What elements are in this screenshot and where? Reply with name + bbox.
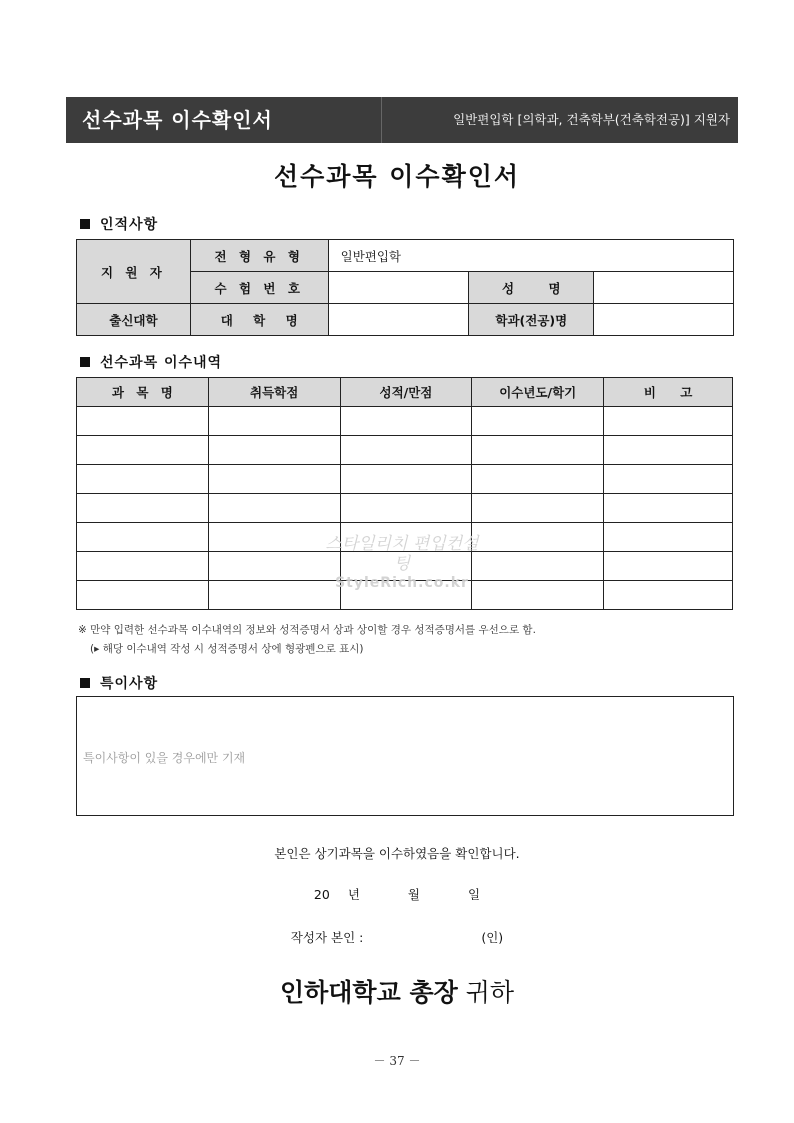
column-header-remarks: 비 고	[604, 378, 733, 407]
year-semester-cell[interactable]	[472, 407, 604, 436]
admission-type-value: 일반편입학	[328, 240, 733, 272]
exam-number-field[interactable]	[328, 272, 469, 304]
table-row	[77, 494, 733, 523]
credits-cell[interactable]	[208, 407, 340, 436]
credits-cell[interactable]	[208, 552, 340, 581]
courses-header-row	[77, 378, 733, 407]
remarks-textarea[interactable]	[76, 696, 734, 816]
department-field[interactable]	[594, 304, 734, 336]
applicant-label: 지 원 자	[77, 240, 191, 304]
closing-main: 인하대학교 총장	[279, 978, 458, 1007]
header-applicant-type: 일반편입학 [의학과, 건축학부(건축학전공)] 지원자	[453, 112, 730, 127]
section-personal-heading	[80, 214, 158, 234]
name-label: 성 명	[469, 272, 594, 304]
department-label: 학과(전공)명	[469, 304, 594, 336]
section-remarks-heading	[80, 673, 158, 693]
watermark-line2: StyleRich.co.kr	[335, 574, 469, 591]
date-year-label: 년	[347, 887, 360, 902]
credits-cell[interactable]	[208, 436, 340, 465]
document-header-bar	[66, 97, 738, 143]
course-name-cell[interactable]	[77, 523, 209, 552]
grade-cell[interactable]	[340, 407, 472, 436]
grade-cell[interactable]	[340, 436, 472, 465]
signature-seal: (인)	[481, 930, 504, 945]
date-line	[0, 885, 794, 903]
admission-type-label: 전 형 유 형	[190, 240, 328, 272]
closing-suffix: 귀하	[465, 978, 515, 1007]
remarks-cell[interactable]	[604, 523, 733, 552]
university-name-label: 대 학 명	[190, 304, 328, 336]
column-header-year-semester: 이수년도/학기	[472, 378, 604, 407]
remarks-cell[interactable]	[604, 436, 733, 465]
course-name-cell[interactable]	[77, 465, 209, 494]
section-remarks-label: 특이사항	[100, 676, 159, 692]
table-row	[77, 465, 733, 494]
credits-cell[interactable]	[208, 465, 340, 494]
origin-university-label: 출신대학	[77, 304, 191, 336]
remarks-cell[interactable]	[604, 581, 733, 610]
year-semester-cell[interactable]	[472, 436, 604, 465]
confirmation-statement: 본인은 상기과목을 이수하였음을 확인합니다.	[274, 846, 520, 861]
column-header-course-name: 과 목 명	[77, 378, 209, 407]
remarks-cell[interactable]	[604, 552, 733, 581]
year-semester-cell[interactable]	[472, 494, 604, 523]
remarks-placeholder: 특이사항이 있을 경우에만 기재	[83, 751, 246, 765]
page-number: － 37 －	[373, 1054, 421, 1068]
square-bullet-icon	[80, 219, 90, 229]
remarks-cell[interactable]	[604, 465, 733, 494]
personal-info-table	[76, 239, 734, 336]
date-day-label: 일	[467, 887, 481, 902]
year-semester-cell[interactable]	[472, 465, 604, 494]
credits-cell[interactable]	[208, 581, 340, 610]
grade-cell[interactable]	[340, 494, 472, 523]
course-name-cell[interactable]	[77, 494, 209, 523]
section-courses-label: 선수과목 이수내역	[100, 355, 223, 371]
remarks-cell[interactable]	[604, 494, 733, 523]
signature-label: 작성자 본인 :	[290, 930, 364, 945]
header-title: 선수과목 이수확인서	[66, 97, 382, 143]
course-name-cell[interactable]	[77, 407, 209, 436]
university-name-field[interactable]	[328, 304, 469, 336]
closing-addressee	[0, 973, 794, 1009]
note-line-1: ※ 만약 입력한 선수과목 이수내역의 정보와 성적증명서 상과 상이할 경우 성적증명서를 우선으로 함.	[78, 624, 536, 636]
section-personal-label: 인적사항	[100, 217, 159, 233]
table-row	[77, 407, 733, 436]
column-header-grade: 성적/만점	[340, 378, 472, 407]
credits-cell[interactable]	[208, 494, 340, 523]
credits-cell[interactable]	[208, 523, 340, 552]
course-name-cell[interactable]	[77, 436, 209, 465]
exam-number-label: 수 험 번 호	[190, 272, 328, 304]
name-field[interactable]	[594, 272, 734, 304]
year-semester-cell[interactable]	[472, 581, 604, 610]
year-semester-cell[interactable]	[472, 552, 604, 581]
table-row	[77, 436, 733, 465]
grade-cell[interactable]	[340, 465, 472, 494]
date-year-prefix: 20	[313, 887, 330, 902]
watermark	[322, 534, 482, 592]
column-header-credits: 취득학점	[208, 378, 340, 407]
section-courses-heading	[80, 352, 222, 372]
square-bullet-icon	[80, 678, 90, 688]
watermark-line1: 스타일리치 편입컨설팅	[325, 534, 479, 575]
year-semester-cell[interactable]	[472, 523, 604, 552]
remarks-cell[interactable]	[604, 407, 733, 436]
page-title: 선수과목 이수확인서	[273, 162, 521, 191]
course-name-cell[interactable]	[77, 552, 209, 581]
note-line-2: (▸ 해당 이수내역 작성 시 성적증명서 상에 형광펜으로 표시)	[90, 643, 364, 655]
square-bullet-icon	[80, 357, 90, 367]
course-name-cell[interactable]	[77, 581, 209, 610]
signature-line	[0, 928, 794, 946]
date-month-label: 월	[407, 887, 420, 902]
